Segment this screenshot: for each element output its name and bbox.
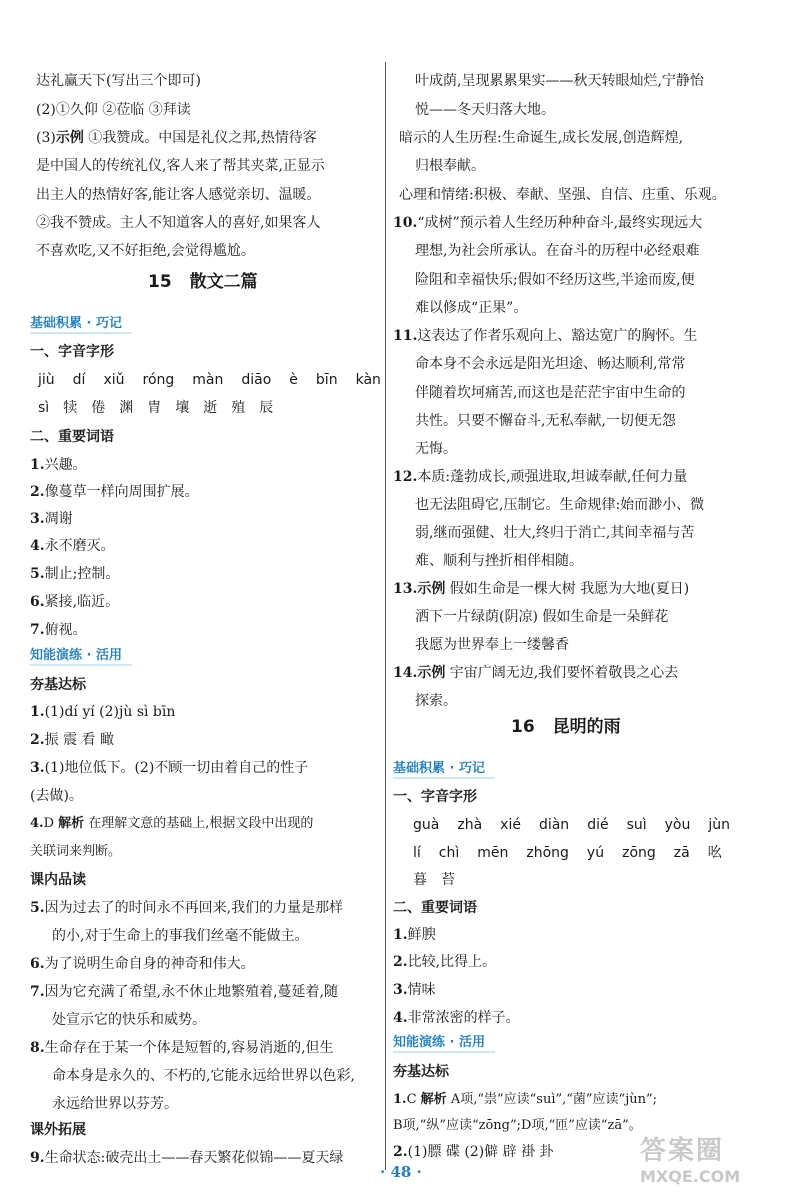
pinyin: lí <box>413 845 421 861</box>
vocab-item <box>393 980 436 1000</box>
section-band: 基础积累 · 巧记 <box>30 316 122 331</box>
watermark-url: MXQE.COM <box>640 1167 741 1186</box>
item-text: D <box>43 816 59 831</box>
answer-line <box>30 730 114 750</box>
item-number: 13. <box>393 581 418 597</box>
chars-row <box>38 398 287 418</box>
page-number: · 48 · <box>380 1163 422 1181</box>
pinyin: yú <box>586 845 605 861</box>
answer-line: 的小,对于生命上的事我们丝毫不能做主。 <box>52 928 309 944</box>
answer-line: 难、顺利与挫折相伴相随。 <box>415 553 583 569</box>
example-label: 示例 <box>417 665 446 681</box>
item-number: 1. <box>393 927 408 943</box>
analysis-label: 解析 <box>420 1092 447 1107</box>
item-number: 3. <box>30 760 45 776</box>
pinyin: zōng <box>622 845 656 861</box>
vocab-item <box>393 1008 520 1028</box>
answer-line: 暗示的人生历程:生命诞生,成长发展,创造辉煌, <box>399 130 684 146</box>
item-text: 像蔓草一样向周围扩展。 <box>44 484 199 500</box>
text-part: (3) <box>36 130 56 146</box>
item-number: 6. <box>30 594 45 610</box>
answer-line: 伴随着坎坷痛苦,而这也是茫茫宇宙中生命的 <box>415 385 686 401</box>
example-label: 示例 <box>417 581 446 597</box>
pinyin: diāo <box>241 372 272 388</box>
answer-line: 归根奉献。 <box>415 158 485 174</box>
pinyin: diàn <box>538 817 570 833</box>
analysis-label: 解析 <box>58 816 85 831</box>
answer-line <box>393 326 697 346</box>
item-text: (1)dí yí (2)jù sì bīn <box>44 704 176 720</box>
item-number: 4. <box>393 1010 408 1026</box>
pinyin-row <box>413 843 740 863</box>
text-line: 不喜欢吃,又不好拒绝,会觉得尴尬。 <box>36 243 255 259</box>
section-heading: 二、重要词语 <box>393 900 477 916</box>
answer-line: 理想,为社会所承认。在奋斗的历程中必经艰难 <box>415 243 700 259</box>
vocab-item <box>30 564 119 584</box>
item-number: 4. <box>30 816 44 831</box>
lesson-number: 15 <box>148 272 172 292</box>
item-text: 俯视。 <box>44 622 87 638</box>
char: 犊 <box>63 400 78 416</box>
item-number: 3. <box>30 511 45 527</box>
pinyin: zhōng <box>526 845 569 861</box>
answer-line <box>393 213 702 233</box>
vocab-item <box>393 925 436 945</box>
char: 壤 <box>175 400 190 416</box>
section-band: 知能演练 · 活用 <box>30 648 122 663</box>
vocab-item <box>30 482 199 502</box>
pinyin-row <box>413 815 748 835</box>
item-number: 2. <box>393 1144 408 1160</box>
lesson-title <box>511 715 621 739</box>
lesson-name: 昆明的雨 <box>552 717 621 737</box>
answer-line <box>30 898 343 918</box>
char: sì <box>38 400 50 416</box>
subsection-heading: 夯基达标 <box>393 1064 449 1080</box>
item-text: (1)膘 碟 (2)僻 辟 褂 卦 <box>407 1144 554 1160</box>
answer-line: 我愿为世界奉上一缕馨香 <box>415 637 569 653</box>
item-number: 1. <box>30 457 45 473</box>
subsection-heading: 课外拓展 <box>30 1122 86 1138</box>
answer-line <box>30 814 313 834</box>
vocab-item <box>30 455 87 475</box>
item-number: 6. <box>30 956 45 972</box>
section-heading: 一、字音字形 <box>393 789 477 805</box>
answer-line <box>393 1090 657 1110</box>
answer-line: 永远给世界以芬芳。 <box>52 1096 178 1112</box>
item-number: 4. <box>30 538 45 554</box>
item-number: 2. <box>30 732 45 748</box>
answer-line: 处宣示它的快乐和威势。 <box>52 1012 206 1028</box>
item-number: 7. <box>30 622 45 638</box>
item-text: 宇宙广阔无边,我们要怀着敬畏之心去 <box>445 665 679 681</box>
answer-line: 探索。 <box>415 693 457 709</box>
lesson-title <box>148 270 258 294</box>
answer-line: (去做)。 <box>30 788 83 804</box>
vocab-item <box>393 952 496 972</box>
pinyin: màn <box>192 372 224 388</box>
pinyin: róng <box>142 372 175 388</box>
char: 殖 <box>231 400 246 416</box>
pinyin: jiù <box>38 372 55 388</box>
item-text: 比较,比得上。 <box>407 954 497 970</box>
answer-line: 难以修成“正果”。 <box>415 300 528 316</box>
text-line: 是中国人的传统礼仪,客人来了帮其夹菜,正显示 <box>36 158 325 174</box>
vocab-item <box>30 509 73 529</box>
pinyin: guà <box>413 817 440 833</box>
item-number: 8. <box>30 1040 45 1056</box>
answer-line <box>30 758 308 778</box>
item-number: 3. <box>393 982 408 998</box>
text-line: 出主人的热情好客,能让客人感觉亲切、温暖。 <box>36 187 321 203</box>
item-number: 5. <box>30 566 45 582</box>
pinyin: mēn <box>477 845 509 861</box>
char: 渊 <box>119 400 134 416</box>
pinyin: è <box>289 372 298 388</box>
item-text: 生命状态:破壳出土——春天繁花似锦——夏天绿 <box>44 1150 344 1166</box>
answer-line: B项,“纵”应读“zōng”;D项,“匝”应读“zā”。 <box>393 1118 642 1133</box>
pinyin: xiǔ <box>103 372 125 388</box>
answer-line: 弱,继而强健、壮大,终归于消亡,其间幸福与苦 <box>415 525 695 541</box>
answer-line: 命本身是永久的、不朽的,它能永远给世界以色彩, <box>52 1068 355 1084</box>
char: 苔 <box>441 872 455 888</box>
item-number: 14. <box>393 665 418 681</box>
answer-line <box>30 1038 334 1058</box>
vocab-item <box>30 536 115 556</box>
item-text: 因为过去了的时间永不再回来,我们的力量是那样 <box>44 900 344 916</box>
item-text: A项,“祟”应读“suì”,“菌”应读“jùn”; <box>446 1092 657 1107</box>
answer-line <box>393 579 689 599</box>
section-band: 基础积累 · 巧记 <box>393 761 485 776</box>
item-text: 为了说明生命自身的神奇和伟大。 <box>44 956 255 972</box>
pinyin: bīn <box>315 372 338 388</box>
item-text: 情味 <box>407 982 436 998</box>
answer-line: 共性。只要不懈奋斗,无私奉献,一切便无怨 <box>415 413 676 429</box>
subsection-heading: 夯基达标 <box>30 677 86 693</box>
answer-line: 险阻和幸福快乐;假如不经历这些,半途而废,便 <box>415 272 695 288</box>
item-text: 因为它充满了希望,永不休止地繁殖着,蔓延着,随 <box>44 984 338 1000</box>
item-number: 5. <box>30 900 45 916</box>
pinyin: chì <box>438 845 460 861</box>
item-text: C <box>406 1092 421 1107</box>
item-text: 凋谢 <box>44 511 73 527</box>
char: 倦 <box>91 400 106 416</box>
section-heading: 一、字音字形 <box>30 344 114 360</box>
example-label: 示例 <box>55 130 84 146</box>
item-text: 制止;控制。 <box>44 566 120 582</box>
answer-line: 悦——冬天归落大地。 <box>415 102 555 118</box>
watermark <box>640 1135 740 1187</box>
item-number: 1. <box>393 1092 407 1107</box>
section-heading: 二、重要词语 <box>30 429 114 445</box>
text-line: 达礼赢天下(写出三个即可) <box>36 73 201 89</box>
text-line: ②我不赞成。主人不知道客人的喜好,如果客人 <box>36 215 321 231</box>
item-number: 7. <box>30 984 45 1000</box>
char: 辰 <box>259 400 274 416</box>
char: 逝 <box>203 400 218 416</box>
text-line <box>36 128 317 148</box>
item-text: 假如生命是一棵大树 我愿为大地(夏日) <box>445 581 690 597</box>
item-text: 鲜腴 <box>407 927 436 943</box>
pinyin-row <box>38 370 399 390</box>
answer-line <box>393 663 678 683</box>
answer-line <box>393 1142 554 1162</box>
item-text: 振 震 看 瞰 <box>44 732 114 748</box>
answer-line: 关联词来判断。 <box>30 844 122 859</box>
pinyin: zhà <box>457 817 483 833</box>
item-number: 12. <box>393 469 418 485</box>
column-divider <box>385 62 386 1170</box>
vocab-item <box>30 620 87 640</box>
answer-line <box>30 702 175 722</box>
pinyin: dí <box>72 372 86 388</box>
item-number: 11. <box>393 328 418 344</box>
chars-row <box>413 870 469 890</box>
item-text: 非常浓密的样子。 <box>407 1010 520 1026</box>
answer-line <box>30 1148 343 1168</box>
item-text: 生命存在于某一个体是短暂的,容易消逝的,但生 <box>44 1040 334 1056</box>
subsection-heading: 课内品读 <box>30 872 86 888</box>
answer-line <box>393 467 687 487</box>
item-text: 紧接,临近。 <box>44 594 120 610</box>
pinyin: suì <box>626 817 647 833</box>
pinyin: xié <box>500 817 521 833</box>
vocab-item <box>30 592 119 612</box>
answer-line: 命本身不会永远是阳光坦途、畅达顺利,常常 <box>415 356 686 372</box>
char: 暮 <box>413 872 427 888</box>
char: 胄 <box>147 400 162 416</box>
pinyin: zā <box>673 845 690 861</box>
answer-line <box>30 954 255 974</box>
answer-line <box>30 982 338 1002</box>
item-text: (1)地位低下。(2)不顾一切由着自己的性子 <box>44 760 309 776</box>
item-number: 9. <box>30 1150 45 1166</box>
item-text: 永不磨灭。 <box>44 538 115 554</box>
watermark-logo: 答案圈 <box>640 1136 725 1166</box>
lesson-name: 散文二篇 <box>189 272 258 292</box>
item-text: 这表达了作者乐观向上、豁达宽广的胸怀。生 <box>417 328 698 344</box>
answer-line: 心理和情绪:积极、奉献、坚强、自信、庄重、乐观。 <box>399 187 726 203</box>
item-number: 2. <box>30 484 45 500</box>
pinyin: dié <box>587 817 609 833</box>
answer-line: 洒下一片绿荫(阴凉) 假如生命是一朵鲜花 <box>415 609 669 625</box>
item-text: 本质:蓬勃成长,顽强进取,坦诚奉献,任何力量 <box>417 469 688 485</box>
item-number: 2. <box>393 954 408 970</box>
answer-line: 叶成荫,呈现累累果实——秋天转眼灿烂,宁静怡 <box>415 73 704 89</box>
text-part: ①我赞成。中国是礼仪之邦,热情待客 <box>83 130 317 146</box>
pinyin: 吆 <box>707 845 722 861</box>
text-line: (2)①久仰 ②莅临 ③拜读 <box>36 102 191 118</box>
lesson-number: 16 <box>511 717 535 737</box>
pinyin: kàn <box>355 372 381 388</box>
answer-line: 无悔。 <box>415 441 457 457</box>
pinyin: yòu <box>664 817 691 833</box>
item-number: 10. <box>393 215 418 231</box>
pinyin: jùn <box>708 817 731 833</box>
section-band: 知能演练 · 活用 <box>393 1035 485 1050</box>
item-text: “成树”预示着人生经历种种奋斗,最终实现远大 <box>417 215 703 231</box>
answer-line: 也无法阻碍它,压制它。生命规律:始而渺小、微 <box>415 497 705 513</box>
item-text: 在理解文意的基础上,根据文段中出现的 <box>84 816 314 831</box>
item-text: 兴趣。 <box>44 457 87 473</box>
item-number: 1. <box>30 704 45 720</box>
